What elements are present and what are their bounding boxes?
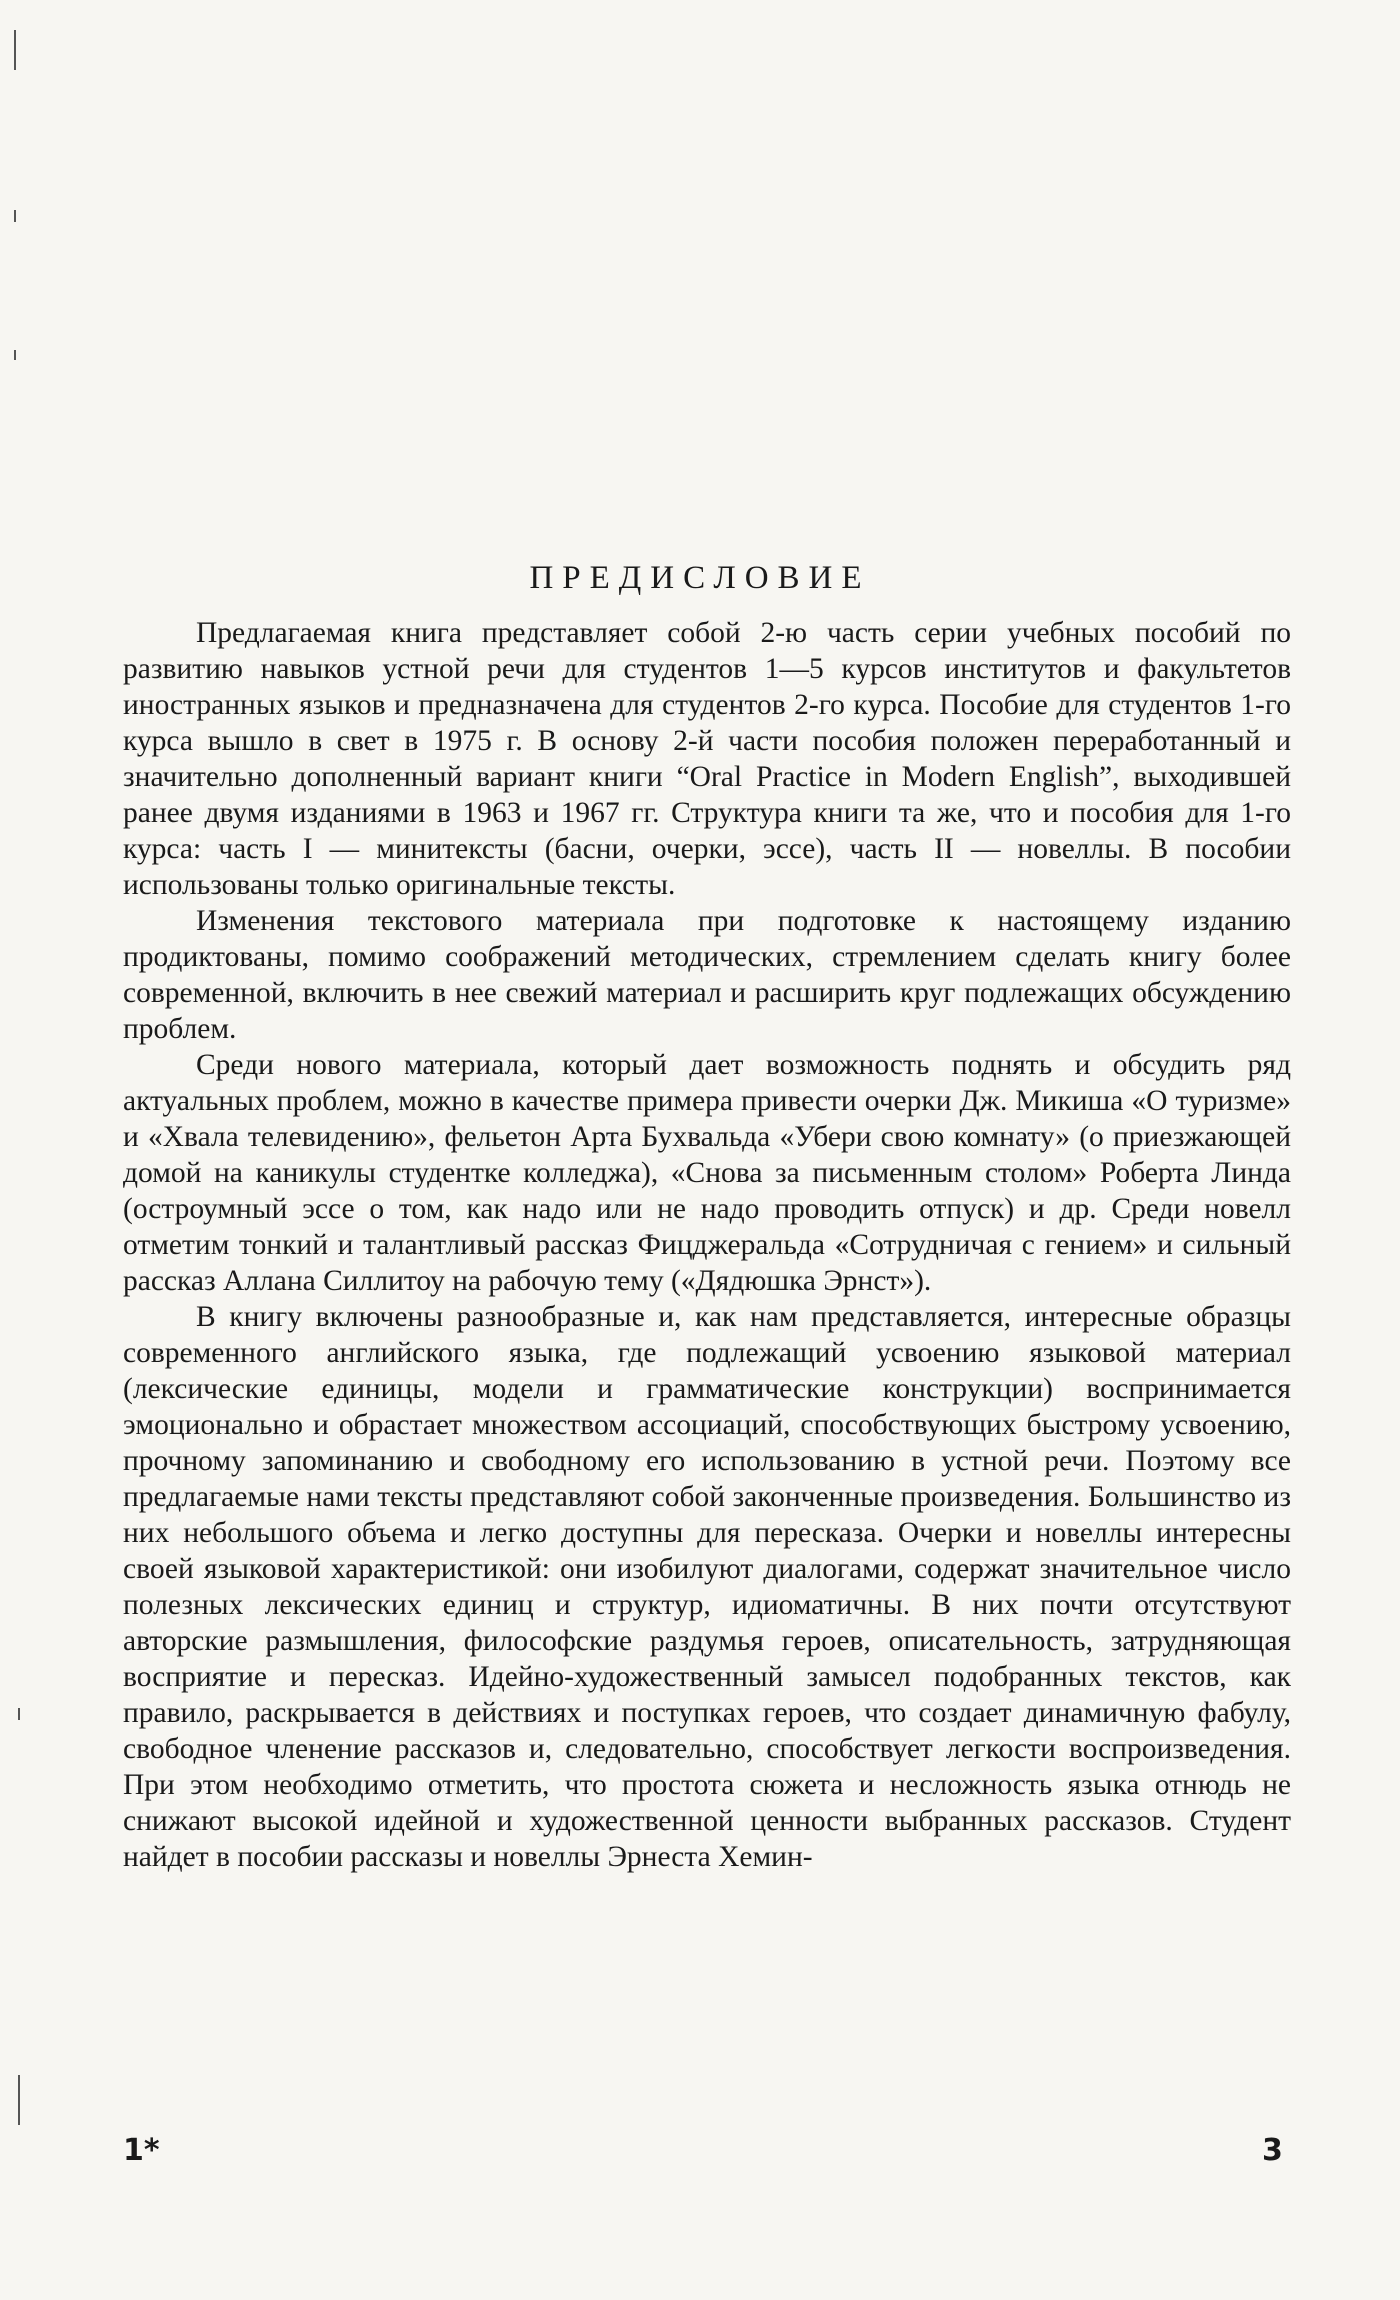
body-text <box>123 615 1291 1875</box>
scan-artifact <box>14 30 16 70</box>
scan-artifact <box>14 350 16 360</box>
scan-artifact <box>18 1708 20 1720</box>
paragraph: Среди нового материала, который дает возможность поднять и обсудить ряд актуальных проблем, можно в качестве примера привести очерки Дж. Микиша «О туризме» и «Хвала телевидению», фельетон Арта Бухвальда «Убери свою комнату» (о приезжающей домой на каникулы студентке колледжа), «Снова за письменным столом» Роберта Линда (остроумный эссе о том, как надо или не надо проводить отпуск) и др. Среди новелл отметим тонкий и талантливый рассказ Фицджеральда «Сотрудничая с гением» и сильный рассказ Аллана Силлитоу на рабочую тему («Дядюшка Эрнст»). <box>123 1049 1291 1297</box>
scan-artifact <box>18 2075 20 2125</box>
scan-artifact <box>14 210 16 222</box>
signature-mark: 1* <box>123 2133 160 2168</box>
page-number: 3 <box>1262 2133 1283 2168</box>
paragraph: Изменения текстового материала при подготовке к настоящему изданию продиктованы, помимо соображений методических, стремлением сделать книгу более современной, включить в нее свежий материал и расширить круг подлежащих обсуждению проблем. <box>123 905 1291 1045</box>
paragraph: В книгу включены разнообразные и, как нам представляется, интересные образцы современного английского языка, где подлежащий усвоению языковой материал (лексические единицы, модели и грамматические конструкции) воспринимается эмоционально и обрастает множеством ассоциаций, способствующих быстрому усвоению, прочному запоминанию и свободному его использованию в устной речи. Поэтому все предлагаемые нами тексты представляют собой законченные произведения. Большинство из них небольшого объема и легко доступны для пересказа. Очерки и новеллы интересны своей языковой характеристикой: они изобилуют диалогами, содержат значительное число полезных лексических единиц и структур, идиоматичны. В них почти отсутствуют авторские размышления, философские раздумья героев, описательность, затрудняющая восприятие и пересказ. Идейно-художественный замысел подобранных текстов, как правило, раскрывается в действиях и поступках героев, что создает динамичную фабулу, свободное членение рассказов и, следовательно, способствует легкости воспроизведения. При этом необходимо отметить, что простота сюжета и несложность языка отнюдь не снижают высокой идейной и художественной ценности выбранных рассказов. Студент найдет в пособии рассказы и новеллы Эрнеста Хемин- <box>123 1301 1291 1873</box>
page-title: ПРЕДИСЛОВИЕ <box>529 560 871 597</box>
paragraph: Предлагаемая книга представляет собой 2-ю часть серии учебных пособий по развитию навыков устной речи для студентов 1—5 курсов институтов и факультетов иностранных языков и предназначена для студентов 2-го курса. Пособие для студентов 1-го курса вышло в свет в 1975 г. В основу 2-й части пособия положен переработанный и значительно дополненный вариант книги “Oral Practice in Modern English”, выходившей ранее двумя изданиями в 1963 и 1967 гг. Структура книги та же, что и пособия для 1-го курса: часть I — минитексты (басни, очерки, эссе), часть II — новеллы. В пособии использованы только оригинальные тексты. <box>123 617 1291 901</box>
